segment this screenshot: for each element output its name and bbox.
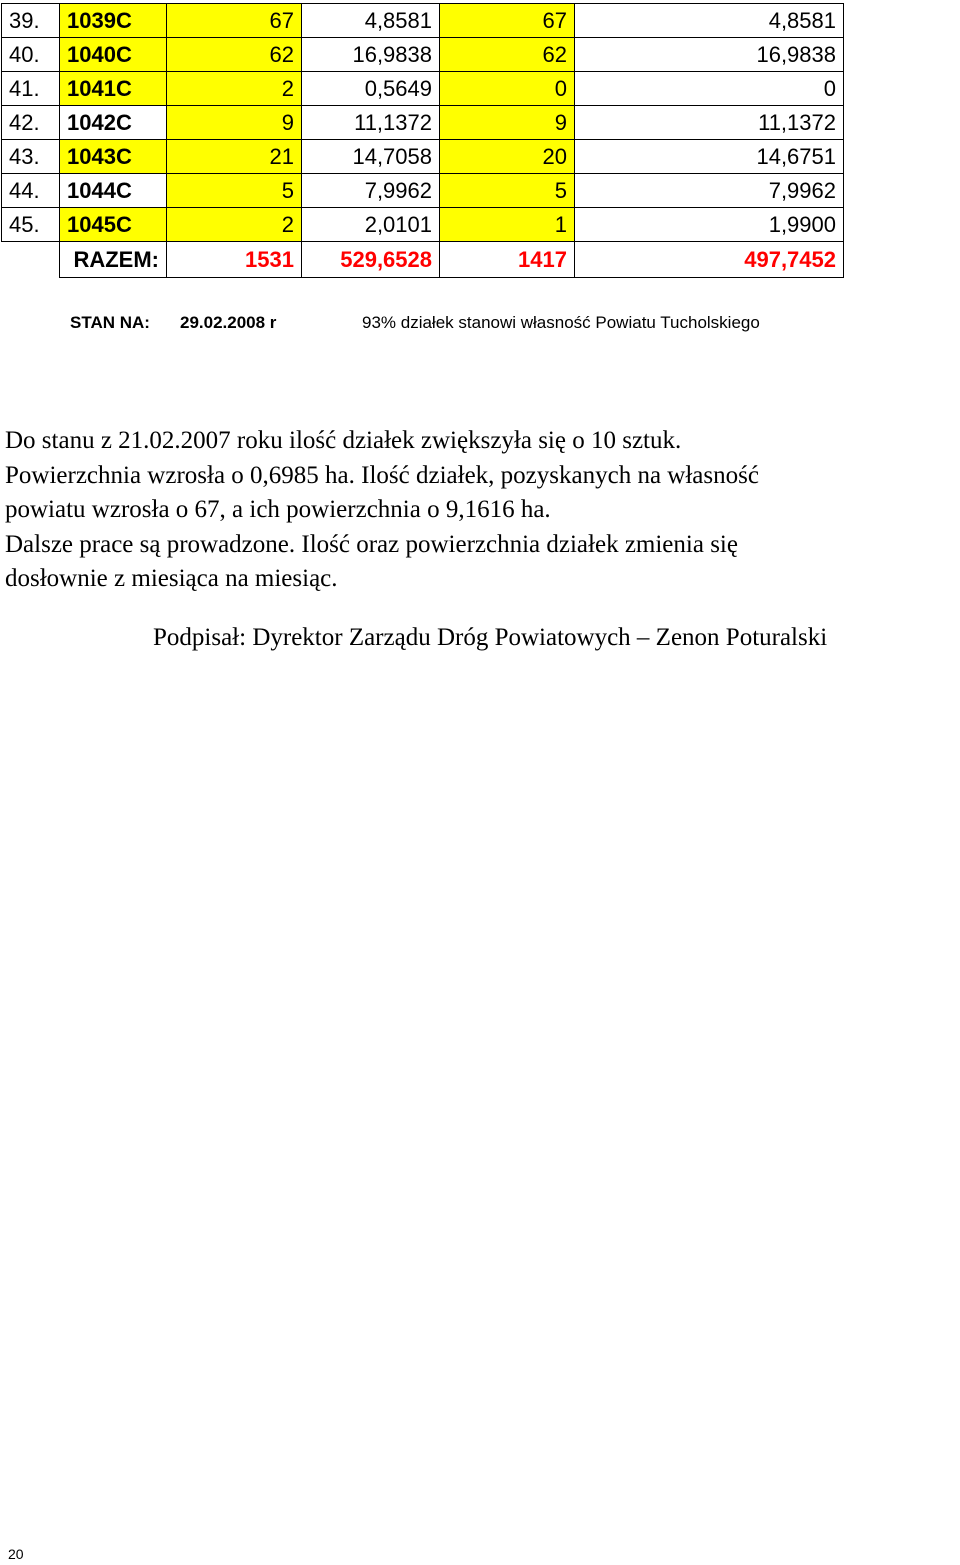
cell-lp: 45. (2, 208, 60, 242)
stan-date: 29.02.2008 r (180, 313, 277, 332)
cell-c4: 14,6751 (575, 140, 844, 174)
table-row (2, 72, 844, 106)
cell-c4: 0 (575, 72, 844, 106)
cell-c3: 20 (440, 140, 575, 174)
stan-label: STAN NA: (70, 313, 150, 332)
cell-c2: 11,1372 (302, 106, 440, 140)
cell-c4: 1,9900 (575, 208, 844, 242)
paragraph-line: powiatu wzrosła o 67, a ich powierzchnia o 9,1616 ha. (5, 496, 551, 523)
table-row (2, 140, 844, 174)
cell-c1: 9 (167, 106, 302, 140)
cell-c2: 4,8581 (302, 4, 440, 38)
cell-c3: 1 (440, 208, 575, 242)
cell-c2: 16,9838 (302, 38, 440, 72)
report-paragraph (5, 424, 955, 597)
cell-c3: 0 (440, 72, 575, 106)
total-c3: 1417 (440, 242, 575, 278)
cell-lp: 41. (2, 72, 60, 106)
cell-c4: 16,9838 (575, 38, 844, 72)
cell-c3: 9 (440, 106, 575, 140)
table-row (2, 38, 844, 72)
total-c2: 529,6528 (302, 242, 440, 278)
page-number: 20 (8, 1546, 24, 1562)
paragraph-line: dosłownie z miesiąca na miesiąc. (5, 565, 338, 592)
paragraph-line: Dalsze prace są prowadzone. Ilość oraz powierzchnia działek zmienia się (5, 530, 738, 558)
total-blank-cell (2, 242, 60, 278)
table-row (2, 174, 844, 208)
cell-c2: 0,5649 (302, 72, 440, 106)
cell-code: 1040C (60, 38, 167, 72)
cell-code: 1044C (60, 174, 167, 208)
cell-c1: 67 (167, 4, 302, 38)
cell-c4: 7,9962 (575, 174, 844, 208)
cell-c3: 5 (440, 174, 575, 208)
table-row (2, 4, 844, 38)
cell-lp: 42. (2, 106, 60, 140)
cell-c1: 62 (167, 38, 302, 72)
cell-lp: 44. (2, 174, 60, 208)
cell-code: 1042C (60, 106, 167, 140)
cell-c2: 2,0101 (302, 208, 440, 242)
paragraph-line: Do stanu z 21.02.2007 roku ilość działek zwiększyła się o 10 sztuk. (5, 427, 682, 454)
cell-code: 1043C (60, 140, 167, 174)
cell-c3: 67 (440, 4, 575, 38)
cell-c3: 62 (440, 38, 575, 72)
cell-c1: 21 (167, 140, 302, 174)
cell-lp: 39. (2, 4, 60, 38)
table-row (2, 208, 844, 242)
cell-lp: 40. (2, 38, 60, 72)
cell-c2: 7,9962 (302, 174, 440, 208)
cell-lp: 43. (2, 140, 60, 174)
table-row (2, 106, 844, 140)
paragraph-line: Powierzchnia wzrosła o 0,6985 ha. Ilość działek, pozyskanych na własność (5, 461, 759, 489)
total-c4: 497,7452 (575, 242, 844, 278)
cell-c1: 2 (167, 208, 302, 242)
ownership-note: 93% działek stanowi własność Powiatu Tucholskiego (362, 313, 760, 332)
cell-code: 1039C (60, 4, 167, 38)
cell-c1: 5 (167, 174, 302, 208)
total-c1: 1531 (167, 242, 302, 278)
table-body (2, 4, 844, 278)
cell-c2: 14,7058 (302, 140, 440, 174)
signature-line: Podpisał: Dyrektor Zarządu Dróg Powiatowych – Zenon Poturalski (153, 624, 828, 651)
total-row (2, 242, 844, 278)
cell-c1: 2 (167, 72, 302, 106)
cell-c4: 4,8581 (575, 4, 844, 38)
land-parcels-table (1, 3, 844, 278)
cell-code: 1045C (60, 208, 167, 242)
cell-code: 1041C (60, 72, 167, 106)
cell-c4: 11,1372 (575, 106, 844, 140)
total-label: RAZEM: (60, 242, 167, 278)
